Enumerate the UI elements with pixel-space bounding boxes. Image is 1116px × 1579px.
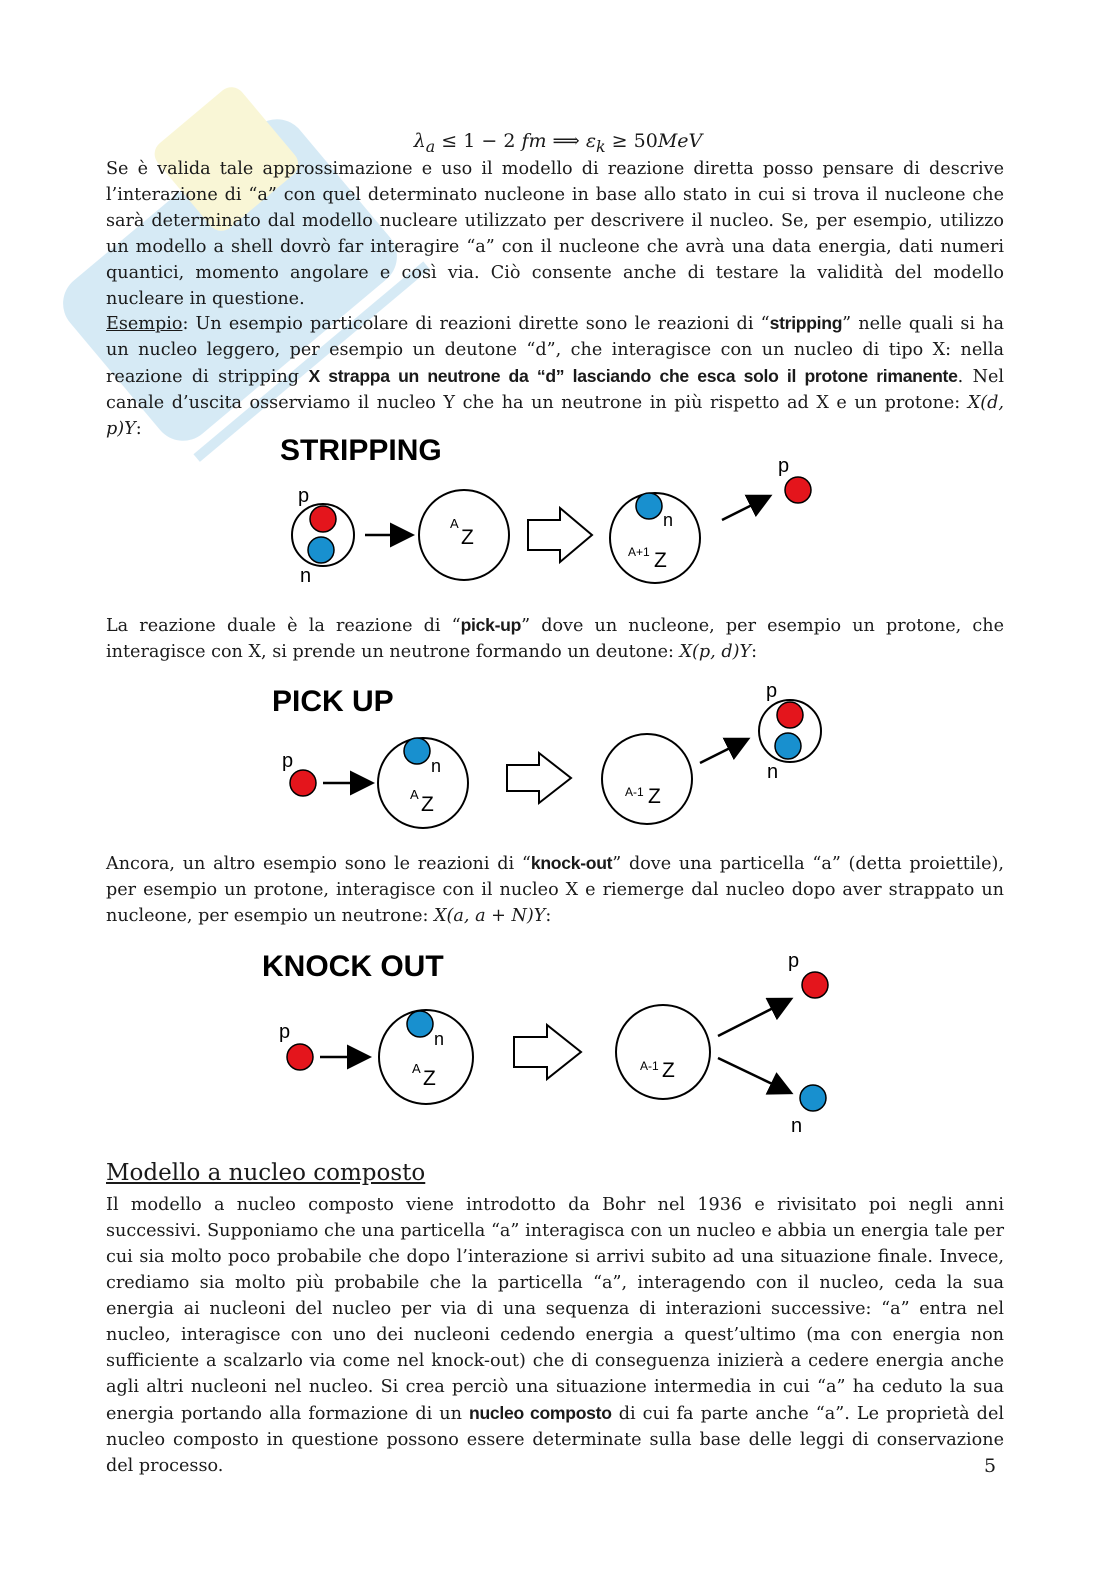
reaction-notation: X(p, d)Y	[679, 642, 752, 662]
product-symbol: Z	[662, 1059, 675, 1082]
outgoing-p-label: p	[766, 680, 778, 702]
paragraph-knockout: Ancora, un altro esempio sono le reazioni di “knock-out” dove una particella “a” (detta proiettile), per esempio un protone, interagisce con il nucleo X e riemerge dal nucleo dopo aver strappato un nucleone, per esempio un neutrone: X(a, a + N)Y:	[106, 853, 1004, 926]
deuteron-n-label: n	[300, 565, 312, 587]
page-number: 5	[984, 1455, 997, 1477]
outgoing-n-label: n	[791, 1115, 803, 1137]
target-symbol: Z	[423, 1067, 436, 1090]
product-symbol: Z	[654, 549, 667, 572]
deuteron-p-label: p	[298, 485, 310, 507]
paragraph-stripping: Esempio: Un esempio particolare di reazioni dirette sono le reazioni di “stripping” nelle quali si ha un nucleo leggero, per esempio un deutone “d”, che interagisce con un nucleo di tipo X: nella reazione di stripping X strappa un neutrone da “d” lasciando che esca solo il protone rimanente. Nel canale d’uscita osserviamo il nucleo Y che ha un neutrone in più rispetto ad X e un protone: X(d, p)Y:	[106, 313, 1005, 439]
outgoing-arrow	[700, 740, 746, 763]
paragraph-pickup: La reazione duale è la reazione di “pick-up” dove un nucleone, per esempio un protone, che interagisce con X, si prende un neutrone formando un deutone: X(p, d)Y:	[106, 615, 1004, 662]
proton-dot	[290, 770, 316, 796]
stripping-definition: X strappa un neutrone da “d” lasciando che esca solo il protone rimanente	[308, 366, 958, 386]
product-symbol: Z	[648, 785, 661, 808]
target-symbol: Z	[461, 526, 474, 549]
outgoing-proton-dot	[802, 972, 828, 998]
reaction-arrow	[514, 1025, 581, 1079]
term-compound-nucleus: nucleo composto	[469, 1403, 612, 1423]
formula: $\lambda_a \le 1 - 2$ fm ⟹ $\varepsilon_k \ge 50MeV$	[413, 130, 703, 156]
term-pickup: pick-up	[460, 615, 522, 635]
target-mass-label: A	[412, 1061, 421, 1076]
product-mass-label: A-1	[625, 785, 644, 799]
bound-n-label: n	[434, 1029, 445, 1049]
outgoing-proton-arrow	[718, 1000, 789, 1036]
deuteron-proton-dot	[777, 702, 803, 728]
outgoing-p-label: p	[778, 455, 790, 477]
captured-n-label: n	[663, 510, 674, 530]
paragraph-compound-nucleus: Il modello a nucleo composto viene introdotto da Bohr nel 1936 e rivisitato poi negli anni successivi. Supponiamo che una particella “a” interagisca con un nucleo e abbia un energia tale per cui sia molto poco probabile che dopo l’interazione si arrivi subito ad una situazione finale. Invece, crediamo sia molto più probabile che la particella “a”, interagendo con il nucleo, ceda la sua energia ai nucleoni del nucleo per via di una sequenza di interazioni successive: “a” entra nel nucleo, interagisce con uno dei nucleoni cedendo energia a quest’ultimo (ma con energia non sufficiente a scalzarlo via come nel knock-out) che di conseguenza inizierà a cedere energia anche agli altri nucleoni nel nucleo. Si crea perciò una situazione intermedia in cui “a” ha ceduto la sua energia portando alla formazione di un nucleo composto di cui fa parte anche “a”. Le proprietà del nucleo composto in questione possono essere determinate sulla base delle leggi di conservazione del processo.	[106, 1195, 1004, 1476]
pickup-title: PICK UP	[272, 685, 394, 718]
bound-n-label: n	[431, 756, 442, 776]
paragraph-intro: Se è valida tale approssimazione e uso il modello di reazione diretta posso pensare di descrive l’interazione di “a” con quel determinato nucleone in base allo stato in cui si trova il nucleone che sarà determinato dal modello nucleare utilizzato per descrivere il nucleo. Se, per esempio, utilizzo un modello a shell dovrò far interagire “a” con il nucleone che avrà una data energia, dati numeri quantici, momento angolare e così via. Ciò consente anche di testare la validità del modello nucleare in questione.	[106, 159, 1004, 309]
outgoing-neutron-dot	[800, 1085, 826, 1111]
outgoing-n-label: n	[767, 761, 779, 783]
deuteron-neutron-dot	[775, 733, 801, 759]
target-mass-label: A	[410, 787, 419, 802]
bound-neutron-dot	[404, 738, 430, 764]
knockout-title: KNOCK OUT	[262, 950, 444, 983]
stripping-diagram	[270, 420, 830, 595]
product-nucleus	[616, 1005, 710, 1099]
outgoing-proton-dot	[785, 477, 811, 503]
outgoing-p-label: p	[788, 950, 800, 972]
pickup-diagram	[260, 675, 840, 840]
proton-dot	[287, 1044, 313, 1070]
term-stripping: stripping	[769, 313, 843, 333]
outgoing-arrow	[722, 497, 768, 520]
proton-dot	[310, 506, 336, 532]
outgoing-neutron-arrow	[718, 1058, 789, 1092]
section-title: Modello a nucleo composto	[106, 1160, 426, 1186]
product-mass-label: A+1	[628, 545, 650, 559]
reaction-arrow	[507, 753, 571, 803]
incoming-p-label: p	[282, 750, 294, 772]
reaction-notation: X(a, a + N)Y	[434, 906, 546, 926]
stripping-title: STRIPPING	[280, 434, 442, 467]
neutron-dot	[308, 537, 334, 563]
bound-neutron-dot	[407, 1011, 433, 1037]
product-nucleus	[602, 734, 692, 824]
target-mass-label: A	[450, 516, 459, 531]
term-knockout: knock-out	[530, 853, 613, 873]
product-mass-label: A-1	[640, 1059, 659, 1073]
target-symbol: Z	[421, 793, 434, 816]
example-label: Esempio	[106, 314, 183, 334]
knockout-diagram	[255, 940, 855, 1140]
incoming-p-label: p	[279, 1021, 291, 1043]
captured-neutron-dot	[636, 493, 662, 519]
reaction-notation: X(d, p)Y	[106, 393, 1004, 439]
reaction-arrow	[528, 508, 592, 562]
